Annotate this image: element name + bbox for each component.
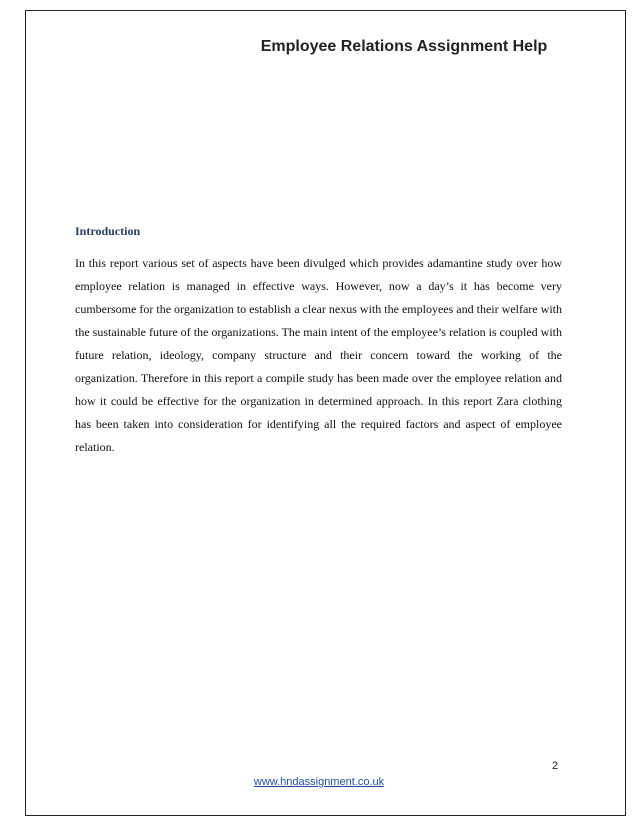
section-heading-introduction: Introduction	[75, 224, 141, 238]
introduction-paragraph: In this report various set of aspects have been divulged which provides adamantine study over how employee relation is managed in effective ways. However, now a day’s it has become very cumbersome for the organization to establish a clear nexus with the employees and their welfare with the sustainable future of the organizations. The main intent of the employee’s relation is coupled with future relation, ideology, company structure and their concern toward the working of the organization. Therefore in this report a compile study has been made over the employee relation and how it could be effective for the organization in determined approach. In this report Zara clothing has been taken into consideration for identifying all the required factors and aspect of employee relation.	[75, 256, 562, 454]
document-header-title: Employee Relations Assignment Help	[260, 38, 548, 55]
page-number: 2	[552, 760, 559, 772]
footer-website-link[interactable]: www.hndassignment.co.uk	[253, 776, 385, 788]
